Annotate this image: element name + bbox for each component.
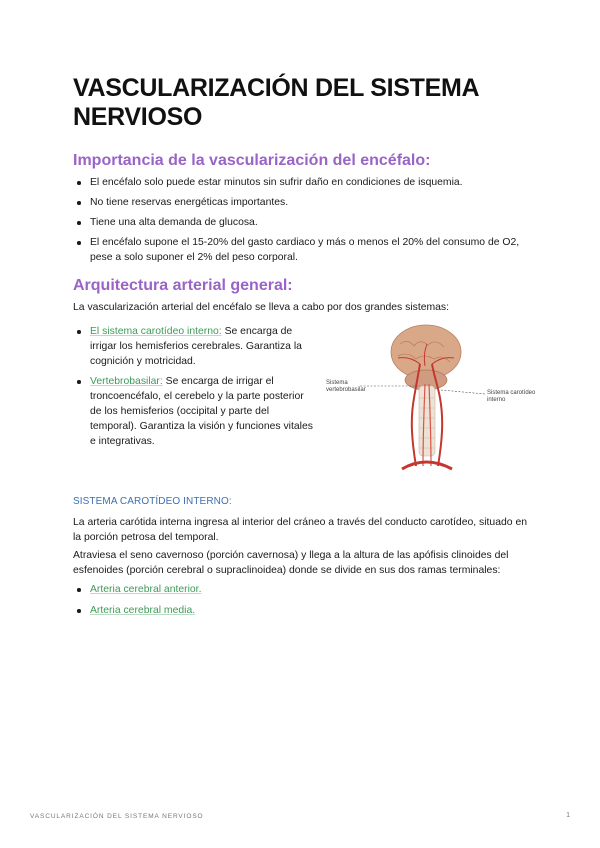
list-item-carotideo: [73, 324, 318, 369]
pointer-right: [441, 390, 485, 394]
spine-shape: [419, 386, 435, 456]
vertebrobasilar-text: Se encarga de irrigar el troncoencéfalo, el cerebelo y la parte posterior de los hemisferios (occipital y parte del temporal). Garantiza la visión y funciones vitales e integrativas.: [90, 376, 313, 447]
subsection-heading-carotideo: SISTEMA CAROTÍDEO INTERNO:: [73, 496, 232, 507]
list-item: El encéfalo solo puede estar minutos sin sufrir daño en condiciones de isquemia.: [73, 175, 533, 190]
arterial-anatomy-figure: [320, 324, 540, 474]
arquitectura-intro: La vascularización arterial del encéfalo se lleva a cabo por dos grandes sistemas:: [73, 302, 450, 313]
figure-label-left-1: Sistema: [326, 380, 348, 386]
list-item: No tiene reservas energéticas importantes.: [73, 195, 533, 210]
section-heading-importancia: Importancia de la vascularización del encéfalo:: [73, 152, 431, 169]
list-item: Tiene una alta demanda de glucosa.: [73, 215, 533, 230]
sistemas-list: [73, 324, 318, 454]
carotideo-text: Se encarga de irrigar los hemisferios cerebrales. Garantiza la cognición y motricidad.: [90, 326, 302, 367]
list-item: [73, 582, 373, 597]
page-title: VASCULARIZACIÓN DEL SISTEMA NERVIOSO: [73, 74, 479, 131]
list-item-vertebrobasilar: [73, 374, 318, 449]
carotideo-paragraph-2: Atraviesa el seno cavernoso (porción cavernosa) y llega a la altura de las apófisis clinoides del esfenoides (porción cerebral o supraclinoidea) donde se divide en sus dos ramas terminales:: [73, 550, 509, 576]
figure-label-left-2: vertebrobasilar: [326, 387, 366, 393]
section-heading-arquitectura: Arquitectura arterial general:: [73, 277, 293, 294]
arteria-cerebral-anterior-link[interactable]: Arteria cerebral anterior.: [90, 584, 202, 595]
figure-label-right-1: Sistema carotídeo: [487, 390, 536, 396]
ramas-terminales-list: [73, 582, 373, 624]
carotideo-link[interactable]: El sistema carotídeo interno:: [90, 326, 222, 337]
importancia-list: [73, 175, 533, 270]
list-item: [73, 603, 373, 618]
figure-label-right-2: interno: [487, 397, 506, 403]
vertebrobasilar-link[interactable]: Vertebrobasilar:: [90, 376, 163, 387]
carotideo-paragraph-1: La arteria carótida interna ingresa al interior del cráneo a través del conducto carotídeo, situado en la porción petrosa del temporal.: [73, 517, 527, 543]
aortic-arch: [402, 462, 452, 469]
footer-title: VASCULARIZACIÓN DEL SISTEMA NERVIOSO: [30, 813, 204, 820]
page-number: 1: [566, 812, 570, 819]
list-item: El encéfalo supone el 15-20% del gasto cardiaco y más o menos el 20% del consumo de O2, pese a solo suponer el 2% del peso corporal.: [73, 235, 533, 265]
arteria-cerebral-media-link[interactable]: Arteria cerebral media.: [90, 605, 196, 616]
